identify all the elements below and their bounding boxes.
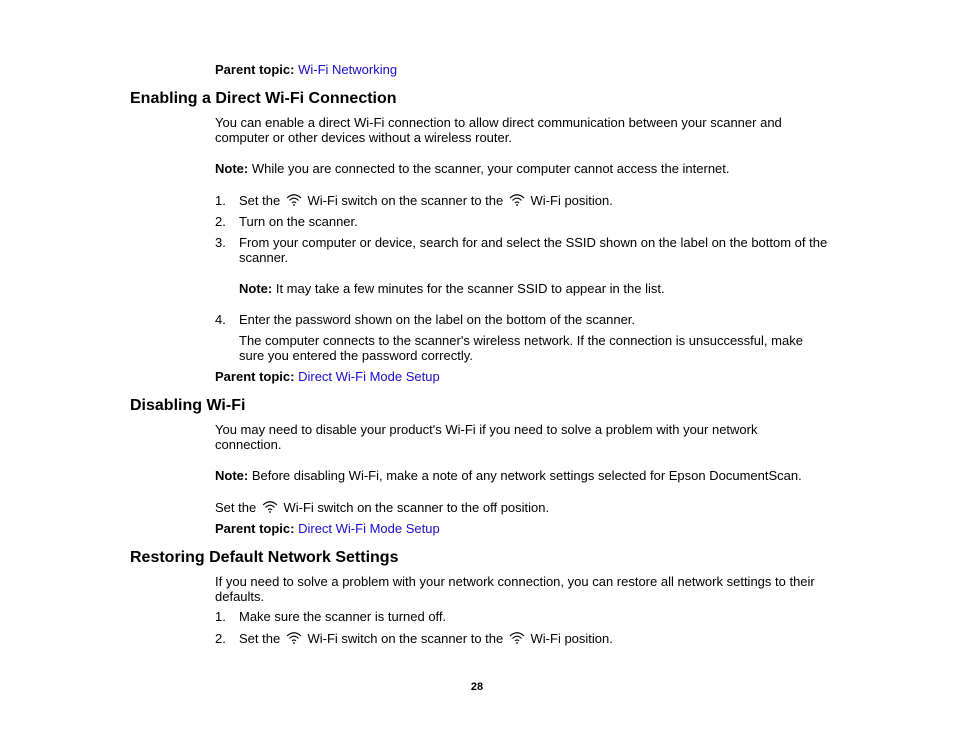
step-text: Turn on the scanner. bbox=[239, 214, 358, 229]
note-paragraph bbox=[215, 468, 825, 483]
parent-topic-label: Parent topic: bbox=[215, 369, 295, 384]
step-text: Enter the password shown on the label on the bottom of the scanner. bbox=[239, 312, 636, 327]
parent-topic bbox=[215, 521, 825, 536]
step-text: Wi-Fi position. bbox=[530, 631, 613, 646]
wifi-icon bbox=[286, 631, 302, 644]
instruction-text: Set the bbox=[215, 500, 257, 515]
step-text: Make sure the scanner is turned off. bbox=[239, 609, 447, 624]
parent-topic bbox=[215, 369, 825, 384]
step-number: 4. bbox=[215, 312, 226, 327]
step-number: 1. bbox=[215, 193, 226, 208]
step-number: 3. bbox=[215, 235, 226, 250]
parent-topic-label: Parent topic: bbox=[215, 521, 295, 536]
step-number: 1. bbox=[215, 609, 226, 624]
note-paragraph bbox=[215, 161, 825, 176]
direct-wifi-mode-setup-link[interactable]: Direct Wi-Fi Mode Setup bbox=[298, 369, 440, 384]
step-result: The computer connects to the scanner's wireless network. If the connection is unsuccessful, make sure you entered the password correctly. bbox=[239, 333, 803, 363]
wifi-icon bbox=[262, 500, 278, 513]
wifi-icon bbox=[509, 193, 525, 206]
step-text: Wi-Fi switch on the scanner to the bbox=[307, 193, 504, 208]
parent-topic-top bbox=[215, 62, 825, 77]
note-text: While you are connected to the scanner, your computer cannot access the internet. bbox=[251, 161, 730, 176]
note-label: Note: bbox=[215, 468, 249, 483]
parent-topic-label: Parent topic: bbox=[215, 62, 295, 77]
step-text: From your computer or device, search for and select the SSID shown on the label on the bottom of the scanner. bbox=[239, 235, 828, 265]
direct-wifi-mode-setup-link[interactable]: Direct Wi-Fi Mode Setup bbox=[298, 521, 440, 536]
step-item bbox=[239, 631, 829, 646]
note-text: Before disabling Wi-Fi, make a note of any network settings selected for Epson DocumentScan. bbox=[251, 468, 802, 483]
step-number: 2. bbox=[215, 631, 226, 646]
note-label: Note: bbox=[215, 161, 249, 176]
step-note bbox=[239, 281, 829, 296]
note-label: Note: bbox=[239, 281, 273, 296]
section-heading-disabling-wifi: Disabling Wi-Fi bbox=[130, 397, 246, 414]
section-heading-restoring-defaults: Restoring Default Network Settings bbox=[130, 549, 399, 566]
step-text: Wi-Fi position. bbox=[530, 193, 613, 208]
instruction-text: Wi-Fi switch on the scanner to the off position. bbox=[283, 500, 550, 515]
instruction-paragraph bbox=[215, 500, 825, 515]
section-intro: If you need to solve a problem with your network connection, you can restore all network settings to their defaults. bbox=[215, 574, 815, 604]
wifi-networking-link[interactable]: Wi-Fi Networking bbox=[298, 62, 398, 77]
step-text: Set the bbox=[239, 193, 281, 208]
note-text: It may take a few minutes for the scanner SSID to appear in the list. bbox=[275, 281, 665, 296]
wifi-icon bbox=[286, 193, 302, 206]
wifi-icon bbox=[509, 631, 525, 644]
section-intro: You may need to disable your product's Wi-Fi if you need to solve a problem with your network connection. bbox=[215, 422, 758, 452]
step-text: Set the bbox=[239, 631, 281, 646]
section-intro: You can enable a direct Wi-Fi connection to allow direct communication between your scanner and computer or other devices without a wireless router. bbox=[215, 115, 782, 145]
step-text: Wi-Fi switch on the scanner to the bbox=[307, 631, 504, 646]
section-heading-enabling-direct-wifi: Enabling a Direct Wi-Fi Connection bbox=[130, 90, 397, 107]
step-number: 2. bbox=[215, 214, 226, 229]
step-item bbox=[239, 193, 829, 208]
page-number: 28 bbox=[470, 681, 484, 693]
